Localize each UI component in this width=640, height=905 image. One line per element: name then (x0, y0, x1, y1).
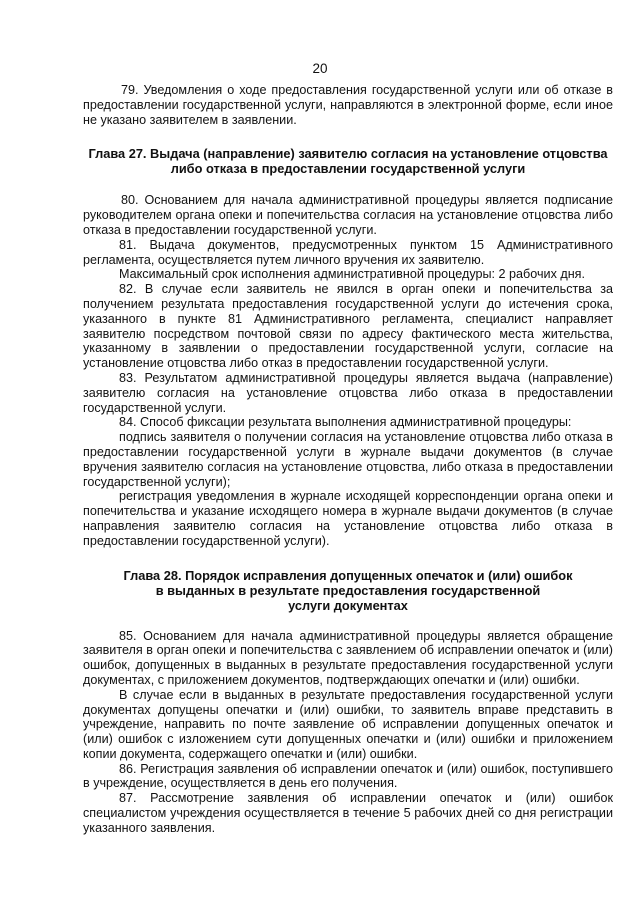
paragraph-81-max-term: Максимальный срок исполнения административной процедуры: 2 рабочих дня. (119, 267, 586, 282)
chapter-27-title-line-1: Глава 27. Выдача (направление) заявителю согласия на установление отцовства (88, 146, 608, 162)
paragraph-84: 84. Способ фиксации результата выполнения административной процедуры: (119, 415, 572, 430)
paragraph-81: 81. Выдача документов, предусмотренных пунктом 15 Административного регламента, осуществляется путем личного вручения их заявителю. (83, 237, 613, 267)
document-body (83, 83, 613, 836)
chapter-27-title-line-2: либо отказа в предоставлении государственной услуги (170, 161, 526, 177)
paragraph-86: 86. Регистрация заявления об исправлении опечаток и (или) ошибок, поступившего в учреждение, осуществляется в день его получения. (83, 761, 613, 791)
chapter-28-title-line-2: в выданных в результате предоставления государственной (155, 582, 541, 598)
paragraph-84-signature: подпись заявителя о получении согласия на установление отцовства либо отказа в предоставлении государственной услуги в журнале выдачи документов (в случае вручения заявителю согласия на установление отцовства, либо отказа в предоставлении государственной услуги); (83, 430, 613, 489)
paragraph-83: 83. Результатом административной процедуры является выдача (направление) заявителю согласия на установление отцовства либо отказа в предоставлении государственной услуги. (83, 370, 613, 415)
chapter-28-title-line-3: услуги документах (288, 597, 408, 613)
paragraph-87: 87. Рассмотрение заявления об исправлении опечаток и (или) ошибок специалистом учреждения осуществляется в течение 5 рабочих дней со дня регистрации указанного заявления. (83, 791, 613, 835)
paragraph-79: 79. Уведомления о ходе предоставления государственной услуги или об отказе в предоставлении государственной услуги, направляются в электронной форме, если иное не указано заявителем в заявлении. (83, 83, 613, 127)
paragraph-84-registration: регистрация уведомления в журнале исходящей корреспонденции органа опеки и попечительства и указание исходящего номера в журнале выдачи документов (в случае направления заявителю согласия на установление отцовства либо отказа в предоставлении государственной услуги). (83, 489, 613, 548)
chapter-28-title-line-1: Глава 28. Порядок исправления допущенных опечаток и (или) ошибок (123, 567, 573, 583)
page-number: 20 (312, 61, 328, 76)
paragraph-85: 85. Основанием для начала административной процедуры является обращение заявителя в орган опеки и попечительства с заявлением об исправлении опечаток и (или) ошибок, допущенных в выданных в результате предоставления государственной услуги документах, с приложением документов, подтверждающих опечатки и (или) ошибки. (83, 628, 613, 687)
paragraph-82: 82. В случае если заявитель не явился в орган опеки и попечительства за получением результата предоставления государственной услуги до истечения срока, указанного в пункте 81 Административного регламента, специалист направляет заявителю посредством почтовой связи по адресу фактического места жительства, указанному в заявлении о предоставлении государственной услуги, согласие на установление отцовства либо отказ в предоставлении государственной услуги. (83, 282, 613, 371)
paragraph-85-errors: В случае если в выданных в результате предоставления государственной услуги документах допущены опечатки и (или) ошибки, то заявитель вправе представить в учреждение, направить по почте заявление об исправлении допущенных опечаток и (или) ошибок с изложением сути допущенных опечатки и (или) ошибки и приложением копии документа, содержащего опечатки и (или) ошибки. (83, 687, 613, 761)
paragraph-80: 80. Основанием для начала административной процедуры является подписание руководителем органа опеки и попечительства согласия на установление отцовства либо отказа в предоставлении государственной услуги. (83, 193, 613, 237)
